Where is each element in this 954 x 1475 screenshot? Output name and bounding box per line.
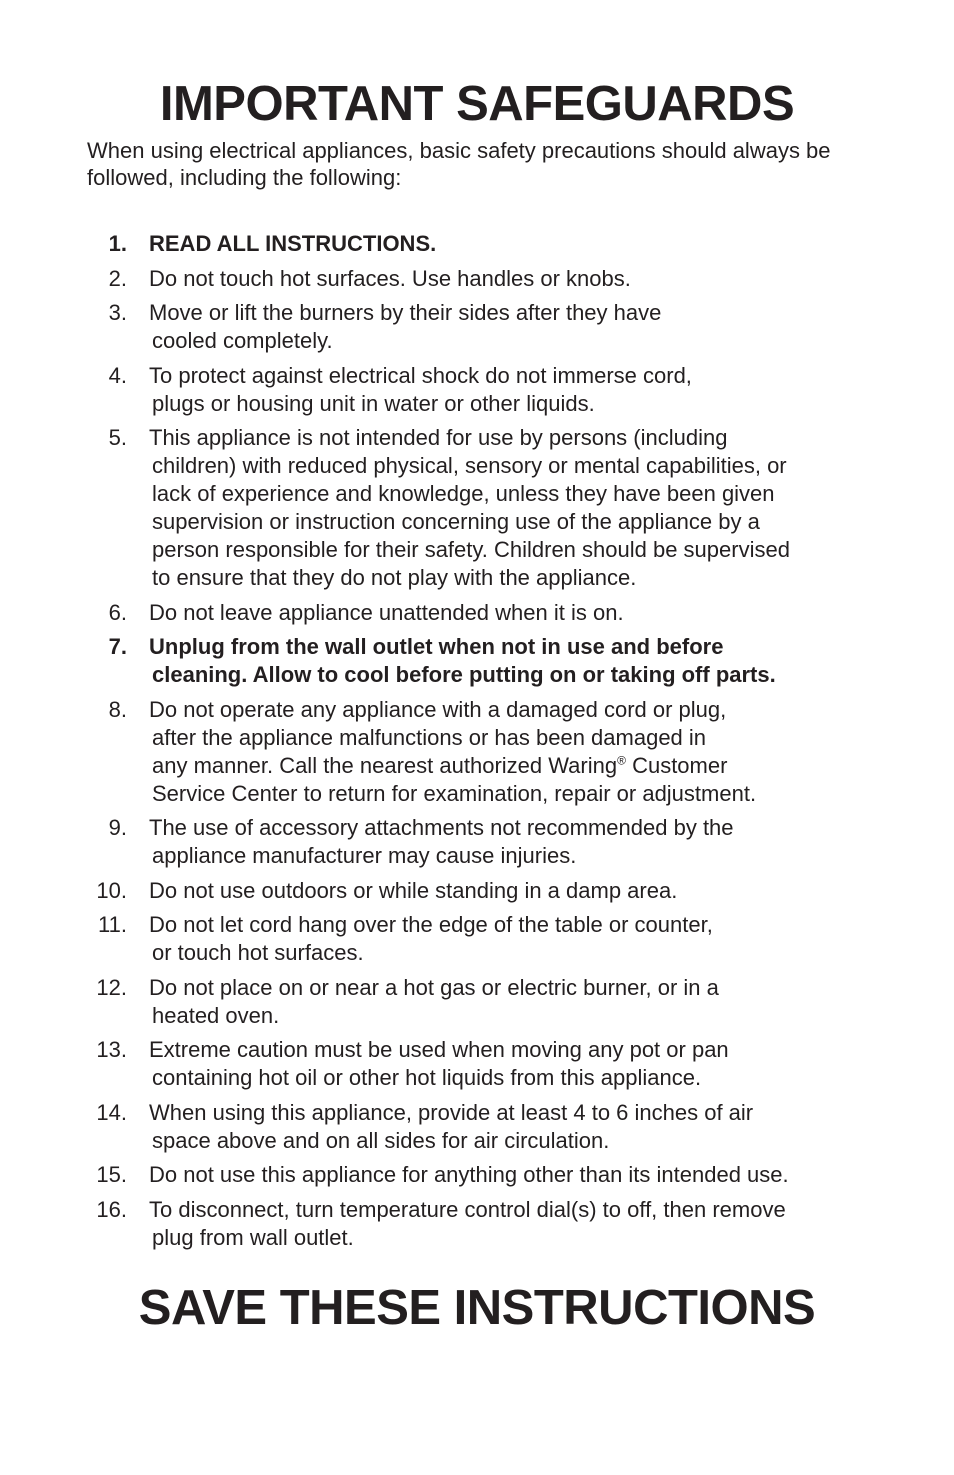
item-line: When using this appliance, provide at least 4 to 6 inches of air bbox=[149, 1099, 754, 1125]
item-line: This appliance is not intended for use by persons (including bbox=[149, 425, 728, 450]
list-item bbox=[0, 230, 954, 258]
item-text bbox=[149, 424, 874, 592]
item-line: or touch hot surfaces. bbox=[152, 940, 364, 965]
item-line: Do not use outdoors or while standing in a damp area. bbox=[149, 877, 678, 903]
item-line: Do not touch hot surfaces. Use handles or knobs. bbox=[149, 265, 631, 291]
list-item bbox=[0, 877, 954, 905]
item-number: 14. bbox=[96, 1099, 127, 1125]
item-line: plugs or housing unit in water or other liquids. bbox=[152, 390, 595, 416]
item-line: heated oven. bbox=[152, 1002, 280, 1028]
list-item bbox=[0, 696, 954, 808]
item-line: READ ALL INSTRUCTIONS. bbox=[149, 231, 437, 256]
item-text bbox=[149, 1196, 874, 1252]
item-line: Unplug from the wall outlet when not in use and before bbox=[149, 634, 724, 659]
item-text bbox=[149, 696, 874, 808]
item-number: 6. bbox=[108, 599, 127, 625]
list-item bbox=[0, 814, 954, 870]
item-line: Do not use this appliance for anything other than its intended use. bbox=[149, 1162, 789, 1187]
item-number: 9. bbox=[108, 815, 127, 840]
item-text bbox=[149, 877, 874, 905]
item-text bbox=[149, 633, 874, 689]
item-number: 7. bbox=[108, 634, 127, 659]
item-line: children) with reduced physical, sensory or mental capabilities, or bbox=[152, 453, 787, 478]
item-line: Do not let cord hang over the edge of the table or counter, bbox=[149, 912, 713, 937]
item-number: 4. bbox=[108, 362, 127, 388]
item-number: 3. bbox=[108, 300, 127, 325]
item-number: 5. bbox=[108, 425, 127, 450]
item-line: any manner. Call the nearest authorized Waring® Customer bbox=[152, 752, 728, 778]
item-line: supervision or instruction concerning use of the appliance by a bbox=[152, 509, 760, 534]
item-line: Service Center to return for examination, repair or adjustment. bbox=[152, 780, 757, 806]
item-line: cleaning. Allow to cool before putting on or taking off parts. bbox=[152, 662, 776, 687]
list-item bbox=[0, 633, 954, 689]
item-text bbox=[149, 265, 874, 293]
item-text bbox=[149, 299, 874, 355]
item-line: To protect against electrical shock do not immerse cord, bbox=[149, 362, 692, 388]
list-item bbox=[0, 299, 954, 355]
list-item bbox=[0, 424, 954, 592]
item-line: Do not place on or near a hot gas or electric burner, or in a bbox=[149, 974, 719, 1000]
item-line: Extreme caution must be used when moving any pot or pan bbox=[149, 1037, 729, 1062]
item-line: containing hot oil or other hot liquids from this appliance. bbox=[152, 1065, 702, 1090]
list-item bbox=[0, 1036, 954, 1092]
item-line: Move or lift the burners by their sides after they have bbox=[149, 300, 662, 325]
list-item bbox=[0, 1099, 954, 1155]
list-item bbox=[0, 362, 954, 418]
item-text bbox=[149, 599, 874, 627]
safeguard-list bbox=[0, 230, 954, 1258]
item-number: 11. bbox=[98, 912, 127, 937]
item-text bbox=[149, 974, 874, 1030]
list-item bbox=[0, 974, 954, 1030]
item-text bbox=[149, 1161, 874, 1189]
item-text bbox=[149, 911, 874, 967]
item-line: plug from wall outlet. bbox=[152, 1224, 354, 1250]
item-number: 10. bbox=[96, 877, 127, 903]
item-line: space above and on all sides for air circulation. bbox=[152, 1127, 610, 1153]
item-line: To disconnect, turn temperature control dial(s) to off, then remove bbox=[149, 1196, 786, 1222]
footer-title: SAVE THESE INSTRUCTIONS bbox=[138, 1281, 816, 1335]
list-item bbox=[0, 911, 954, 967]
item-text bbox=[149, 1036, 874, 1092]
intro-paragraph: When using electrical appliances, basic safety precautions should always be followed, including the following: bbox=[87, 138, 831, 190]
item-line: appliance manufacturer may cause injuries. bbox=[152, 843, 577, 868]
item-number: 12. bbox=[96, 974, 127, 1000]
item-text bbox=[149, 230, 874, 258]
item-line: person responsible for their safety. Children should be supervised bbox=[152, 537, 790, 562]
item-line: Do not operate any appliance with a damaged cord or plug, bbox=[149, 696, 727, 722]
item-number: 1. bbox=[108, 231, 127, 256]
item-line: after the appliance malfunctions or has been damaged in bbox=[152, 724, 707, 750]
item-number: 15. bbox=[96, 1162, 127, 1187]
item-line: lack of experience and knowledge, unless they have been given bbox=[152, 481, 775, 506]
item-line: to ensure that they do not play with the appliance. bbox=[152, 565, 637, 590]
list-item bbox=[0, 599, 954, 627]
list-item bbox=[0, 265, 954, 293]
item-number: 2. bbox=[108, 265, 127, 291]
item-text bbox=[149, 1099, 874, 1155]
item-line: Do not leave appliance unattended when it is on. bbox=[149, 599, 624, 625]
item-text bbox=[149, 362, 874, 418]
item-line: cooled completely. bbox=[152, 328, 333, 353]
item-number: 13. bbox=[96, 1037, 127, 1062]
item-text bbox=[149, 814, 874, 870]
list-item bbox=[0, 1196, 954, 1252]
item-line: The use of accessory attachments not recommended by the bbox=[149, 815, 734, 840]
list-item bbox=[0, 1161, 954, 1189]
page-title: IMPORTANT SAFEGUARDS bbox=[159, 77, 795, 131]
item-number: 16. bbox=[96, 1196, 127, 1222]
item-number: 8. bbox=[108, 696, 127, 722]
